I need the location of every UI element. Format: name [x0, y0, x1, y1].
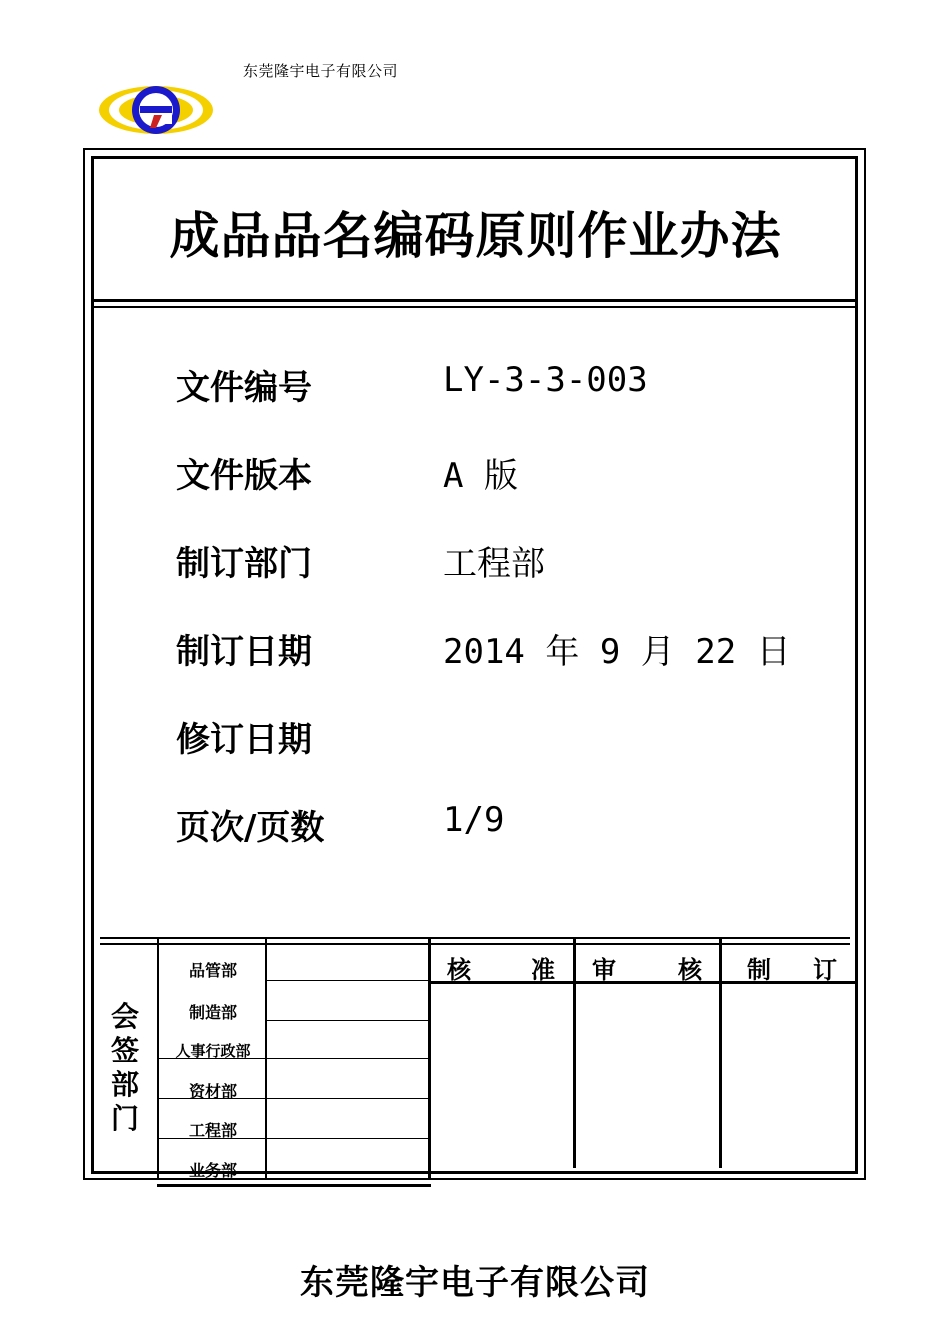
approve-header-left: 核	[447, 956, 471, 984]
dept-quality: 品管部	[188, 961, 237, 980]
dept-manufacturing: 制造部	[188, 1003, 237, 1022]
signoff-label-char: 部	[110, 1068, 139, 1101]
dept-row-divider	[267, 1020, 428, 1021]
review-header-right: 核	[678, 956, 702, 984]
company-name-footer: 东莞隆宇电子有限公司	[300, 1263, 650, 1303]
review-header-left: 审	[592, 956, 616, 984]
page-count-value: 1/9	[443, 800, 505, 840]
prepare-header-left: 制	[747, 956, 771, 984]
approve-header-right: 准	[531, 956, 555, 984]
dept-sales: 业务部	[188, 1161, 237, 1180]
issue-date-value: 2014 年 9 月 22 日	[443, 632, 791, 672]
dept-table-bottom-border	[157, 1184, 431, 1187]
dept-engineering: 工程部	[188, 1121, 237, 1140]
title-divider-2	[93, 306, 856, 308]
dept-hr-admin: 人事行政部	[175, 1042, 251, 1060]
revision-date-label: 修订日期	[176, 720, 312, 760]
doc-number-value: LY-3-3-003	[443, 360, 648, 400]
approval-column-divider	[719, 937, 722, 1168]
company-name-header: 东莞隆宇电子有限公司	[243, 62, 399, 80]
document-title: 成品品名编码原则作业办法	[169, 207, 782, 265]
title-divider	[93, 299, 856, 302]
signoff-label-char: 门	[110, 1102, 139, 1135]
prepare-header-right: 订	[813, 956, 837, 984]
company-logo-icon	[96, 82, 216, 138]
signoff-divider	[100, 937, 850, 939]
doc-version-label: 文件版本	[176, 456, 312, 496]
doc-version-value: A 版	[443, 456, 518, 496]
signoff-label-char: 会	[110, 1000, 139, 1033]
dept-materials: 资材部	[188, 1082, 237, 1101]
dept-table-right-border	[428, 937, 431, 1179]
approval-column-divider	[573, 937, 576, 1168]
page-count-label: 页次/页数	[176, 808, 325, 848]
signoff-label-char: 签	[110, 1034, 139, 1067]
dept-row-divider	[267, 980, 428, 981]
issuing-dept-value: 工程部	[443, 544, 545, 584]
signoff-divider-2	[100, 943, 850, 945]
doc-number-label: 文件编号	[176, 368, 312, 408]
signoff-vertical-label	[108, 1000, 142, 1136]
issue-date-label: 制订日期	[176, 632, 312, 672]
approval-header-bottom-border	[431, 981, 858, 984]
issuing-dept-label: 制订部门	[176, 544, 312, 584]
